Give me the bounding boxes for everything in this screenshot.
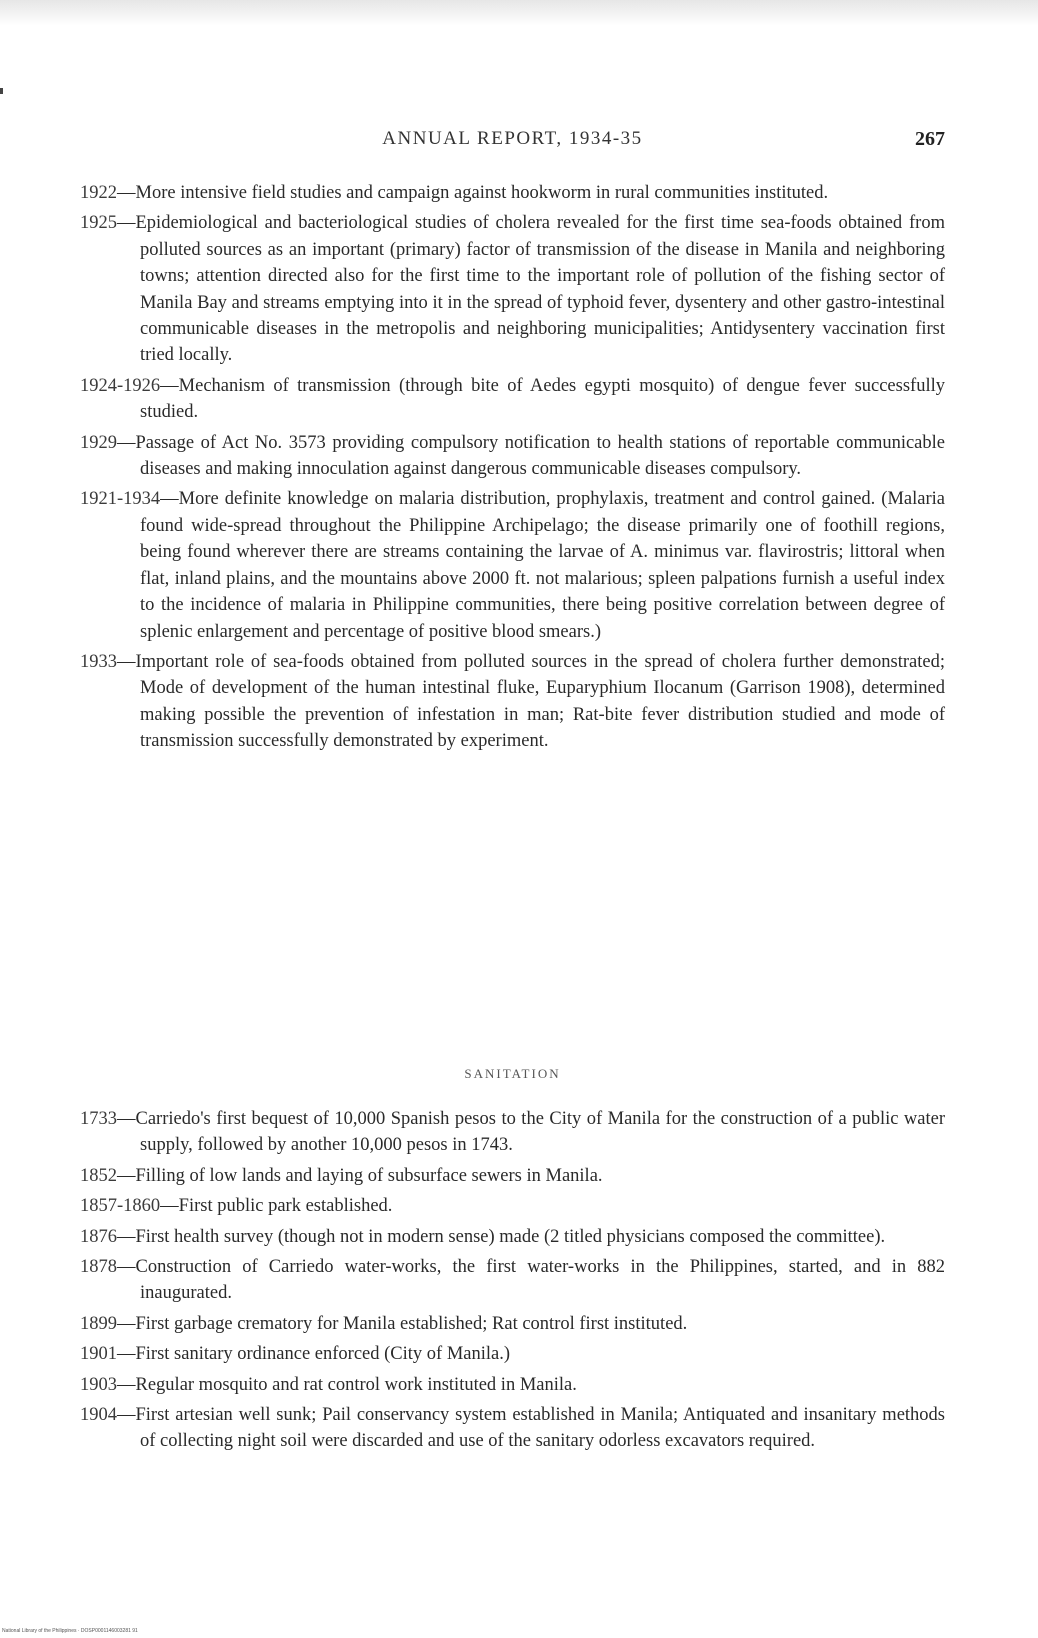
entry-year: 1903	[80, 1374, 117, 1395]
entry-separator: —	[117, 1344, 136, 1365]
entry-separator: —	[117, 1226, 136, 1247]
entry-separator: —	[160, 489, 179, 510]
chronology-entry	[80, 1372, 945, 1398]
entry-year: 1857-1860	[80, 1196, 161, 1217]
entry-separator: —	[117, 1374, 136, 1395]
entry-year: 1922	[80, 183, 117, 203]
entry-year: 1925	[80, 213, 117, 234]
entry-text: Passage of Act No. 3573 providing compulsory notification to health stations of reportable communicable diseases and making innoculation against dangerous communicable diseases compulsory.	[135, 432, 945, 480]
health-entries	[80, 180, 945, 759]
entry-text: Important role of sea-foods obtained from polluted sources in the spread of cholera further demonstrated; Mode of development of the human intestinal fluke, Euparyphium Ilocanum (Garrison 1908), determined making possible the prevention of infestation in man; Rat-bite fever distribution studied and mode of transmission successfully demonstrated by experiment.	[135, 651, 945, 752]
entry-text: Construction of Carriedo water-works, the first water-works in the Philippines, started, and in 882 inaugurated.	[135, 1257, 945, 1304]
entry-text: First artesian well sunk; Pail conservancy system established in Manila; Antiquated and insanitary methods of collecting night soil were discarded and use of the sanitary odorless excavators required.	[135, 1405, 945, 1452]
entry-separator: —	[117, 1165, 136, 1186]
entry-year: 1924-1926	[80, 375, 161, 396]
entry-text: More intensive field studies and campaign against hookworm in rural communities instituted.	[135, 183, 829, 203]
entry-separator: —	[117, 432, 136, 453]
entry-separator: —	[117, 183, 136, 203]
entry-year: 1904	[80, 1405, 117, 1426]
page-header	[80, 128, 945, 158]
chronology-entry	[80, 1341, 945, 1367]
section-title: SANITATION	[464, 1066, 561, 1081]
chronology-entry	[80, 1193, 945, 1219]
chronology-entry	[80, 430, 945, 483]
entry-text: More definite knowledge on malaria distribution, prophylaxis, treatment and control gained. (Malaria found wide-spread throughout the Philippine Archipelago; the disease primarily one of foothill regions, being found wherever there are streams containing the larvae of A. minimus var. flavirostris; littoral when flat, inland plains, and the mountains above 2000 ft. not malarious; spleen palpations furnish a useful index to the incidence of malaria in Philippine communities, there being positive correlation between degree of splenic enlargement and percentage of positive blood smears.)	[140, 489, 945, 642]
chronology-entry	[80, 649, 945, 755]
entry-separator: —	[117, 1109, 136, 1129]
scan-credit: National Library of the Philippines · DOSP0001146003281 91	[2, 1628, 138, 1634]
entry-text: First garbage crematory for Manila established; Rat control first instituted.	[135, 1313, 688, 1334]
sanitation-entries	[80, 1106, 945, 1459]
entry-year: 1733	[80, 1109, 117, 1129]
chronology-entry	[80, 210, 945, 368]
entry-text: Carriedo's first bequest of 10,000 Spanish pesos to the City of Manila for the construction of a public water supply, followed by another 10,000 pesos in 1743.	[135, 1109, 945, 1156]
entry-separator: —	[117, 1257, 136, 1278]
entry-text: Regular mosquito and rat control work instituted in Manila.	[135, 1374, 577, 1395]
entry-year: 1878	[80, 1257, 117, 1278]
chronology-entry	[80, 1311, 945, 1337]
chronology-entry	[80, 1163, 945, 1189]
chronology-entry	[80, 180, 945, 206]
entry-year: 1933	[80, 651, 117, 672]
entry-separator: —	[117, 1313, 136, 1334]
entry-year: 1852	[80, 1165, 117, 1186]
entry-year: 1929	[80, 432, 117, 453]
entry-separator: —	[117, 651, 136, 672]
scan-top-shade	[0, 0, 1038, 26]
entry-text: Mechanism of transmission (through bite of Aedes egypti mosquito) of dengue fever successfully studied.	[140, 375, 945, 423]
chronology-entry	[80, 486, 945, 644]
entry-year: 1876	[80, 1226, 117, 1247]
chronology-entry	[80, 1106, 945, 1159]
entry-text: Epidemiological and bacteriological studies of cholera revealed for the first time sea-foods obtained from polluted sources as an important (primary) factor of transmission of the disease in Manila and neighboring towns; attention directed also for the first time to the important role of pollution of the fishing sector of Manila Bay and streams emptying into it in the spread of typhoid fever, dysentery and other gastro-intestinal communicable diseases in the metropolis and neighboring municipalities; Antidysentery vaccination first tried locally.	[135, 213, 945, 366]
entry-text: Filling of low lands and laying of subsurface sewers in Manila.	[135, 1165, 603, 1186]
entry-separator: —	[117, 213, 136, 234]
entry-separator: —	[160, 1196, 179, 1217]
chronology-entry	[80, 1254, 945, 1307]
chronology-entry	[80, 1224, 945, 1250]
entry-separator: —	[160, 375, 179, 396]
running-head: ANNUAL REPORT, 1934-35	[382, 128, 643, 149]
entry-text: First health survey (though not in modern sense) made (2 titled physicians composed the committee).	[135, 1226, 886, 1247]
entry-year: 1899	[80, 1313, 117, 1334]
chronology-entry	[80, 373, 945, 426]
entry-year: 1921-1934	[80, 489, 161, 510]
entry-text: First sanitary ordinance enforced (City of Manila.)	[135, 1344, 511, 1365]
entry-year: 1901	[80, 1344, 117, 1365]
page-number: 267	[915, 128, 945, 150]
scan-speck	[0, 88, 3, 94]
chronology-entry	[80, 1402, 945, 1455]
entry-text: First public park established.	[178, 1196, 393, 1217]
entry-separator: —	[117, 1405, 136, 1426]
